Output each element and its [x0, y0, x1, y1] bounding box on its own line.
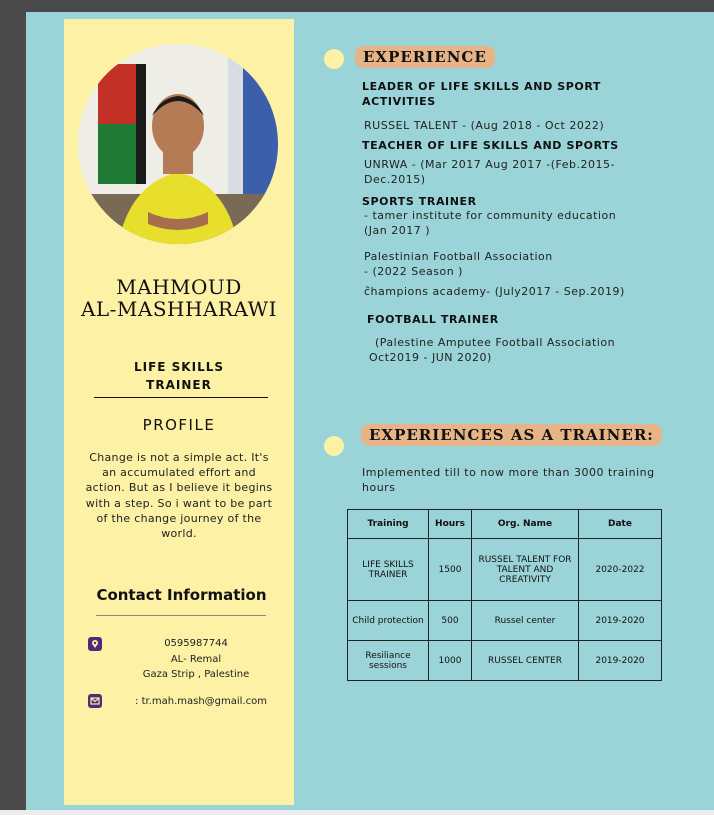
- profile-photo-image: [78, 44, 278, 244]
- contact-email: : tr.mah.mash@gmail.com: [135, 696, 267, 707]
- contact-phone: 0595987744: [164, 638, 228, 649]
- contact-divider: [96, 615, 266, 616]
- profile-heading: PROFILE: [142, 416, 216, 434]
- job-3-detail-3: - (2022 Season ): [364, 265, 463, 278]
- mail-icon: [88, 694, 102, 708]
- table-header-row: [348, 510, 662, 539]
- table-cell: LIFE SKILLS TRAINER: [348, 539, 429, 601]
- table-cell: 2019-2020: [579, 641, 662, 681]
- role-line-2: TRAINER: [146, 378, 212, 392]
- table-row: [348, 539, 662, 601]
- location-icon: [88, 637, 102, 651]
- job-4-title: FOOTBALL TRAINER: [367, 313, 499, 326]
- resume-page: [26, 12, 714, 812]
- table-header-org-name: Org. Name: [472, 510, 579, 539]
- table-cell: Child protection: [348, 601, 429, 641]
- contact-heading: Contact Information: [96, 586, 267, 604]
- profile-text: Change is not a simple act. It's an accumulated effort and action. But as I believe it begins with a step. So i want to be part of the change journey of the world.: [85, 451, 273, 541]
- table-cell: RUSSEL TALENT FOR TALENT AND CREATIVITY: [472, 539, 579, 601]
- profile-photo: [78, 44, 278, 244]
- job-role: [64, 358, 294, 394]
- table-cell: 500: [429, 601, 472, 641]
- job-2-title: TEACHER OF LIFE SKILLS AND SPORTS: [362, 139, 619, 152]
- job-3-title: SPORTS TRAINER: [362, 195, 477, 208]
- trainer-heading: EXPERIENCES AS A TRAINER:: [361, 424, 662, 446]
- table-cell: 1000: [429, 641, 472, 681]
- contact-address-line-2: Gaza Strip , Palestine: [142, 669, 250, 680]
- job-2-detail: UNRWA - (Mar 2017 Aug 2017 -(Feb.2015-Dec.2015): [364, 158, 615, 186]
- table-cell: Resiliance sessions: [348, 641, 429, 681]
- job-3-detail-4: ĉhampions academy- (July2017 - Sep.2019): [364, 285, 625, 298]
- job-4-detail: (Palestine Amputee Football Association Oct2019 - JUN 2020): [369, 336, 616, 364]
- job-3-detail-1: - tamer institute for community education (Jan 2017 ): [364, 209, 617, 237]
- experience-heading: EXPERIENCE: [355, 46, 495, 68]
- name-line-1: MAHMOUD: [116, 275, 242, 299]
- table-cell: RUSSEL CENTER: [472, 641, 579, 681]
- table-header-training: Training: [348, 510, 429, 539]
- job-1-detail: RUSSEL TALENT - (Aug 2018 - Oct 2022): [364, 119, 605, 132]
- name-line-2: AL-MASHHARAWI: [80, 297, 278, 321]
- role-line-1: LIFE SKILLS: [133, 360, 225, 374]
- table-row: [348, 641, 662, 681]
- table-header-hours: Hours: [429, 510, 472, 539]
- contact-address-line-1: AL- Remal: [170, 654, 222, 665]
- job-3-detail-2: Palestinian Football Association: [364, 250, 553, 263]
- table-cell: 2020-2022: [579, 539, 662, 601]
- full-name: [64, 276, 294, 320]
- viewer-bottom-edge: [0, 810, 714, 815]
- table-cell: Russel center: [472, 601, 579, 641]
- table-header-date: Date: [579, 510, 662, 539]
- table-cell: 1500: [429, 539, 472, 601]
- role-divider: [94, 397, 268, 398]
- job-1-title: LEADER OF LIFE SKILLS AND SPORT ACTIVITIES: [362, 80, 602, 108]
- trainer-intro: Implemented till to now more than 3000 training hours: [362, 466, 655, 494]
- experience-bullet: [324, 49, 344, 69]
- table-row: [348, 601, 662, 641]
- training-table: [347, 509, 662, 681]
- table-cell: 2019-2020: [579, 601, 662, 641]
- trainer-bullet: [324, 436, 344, 456]
